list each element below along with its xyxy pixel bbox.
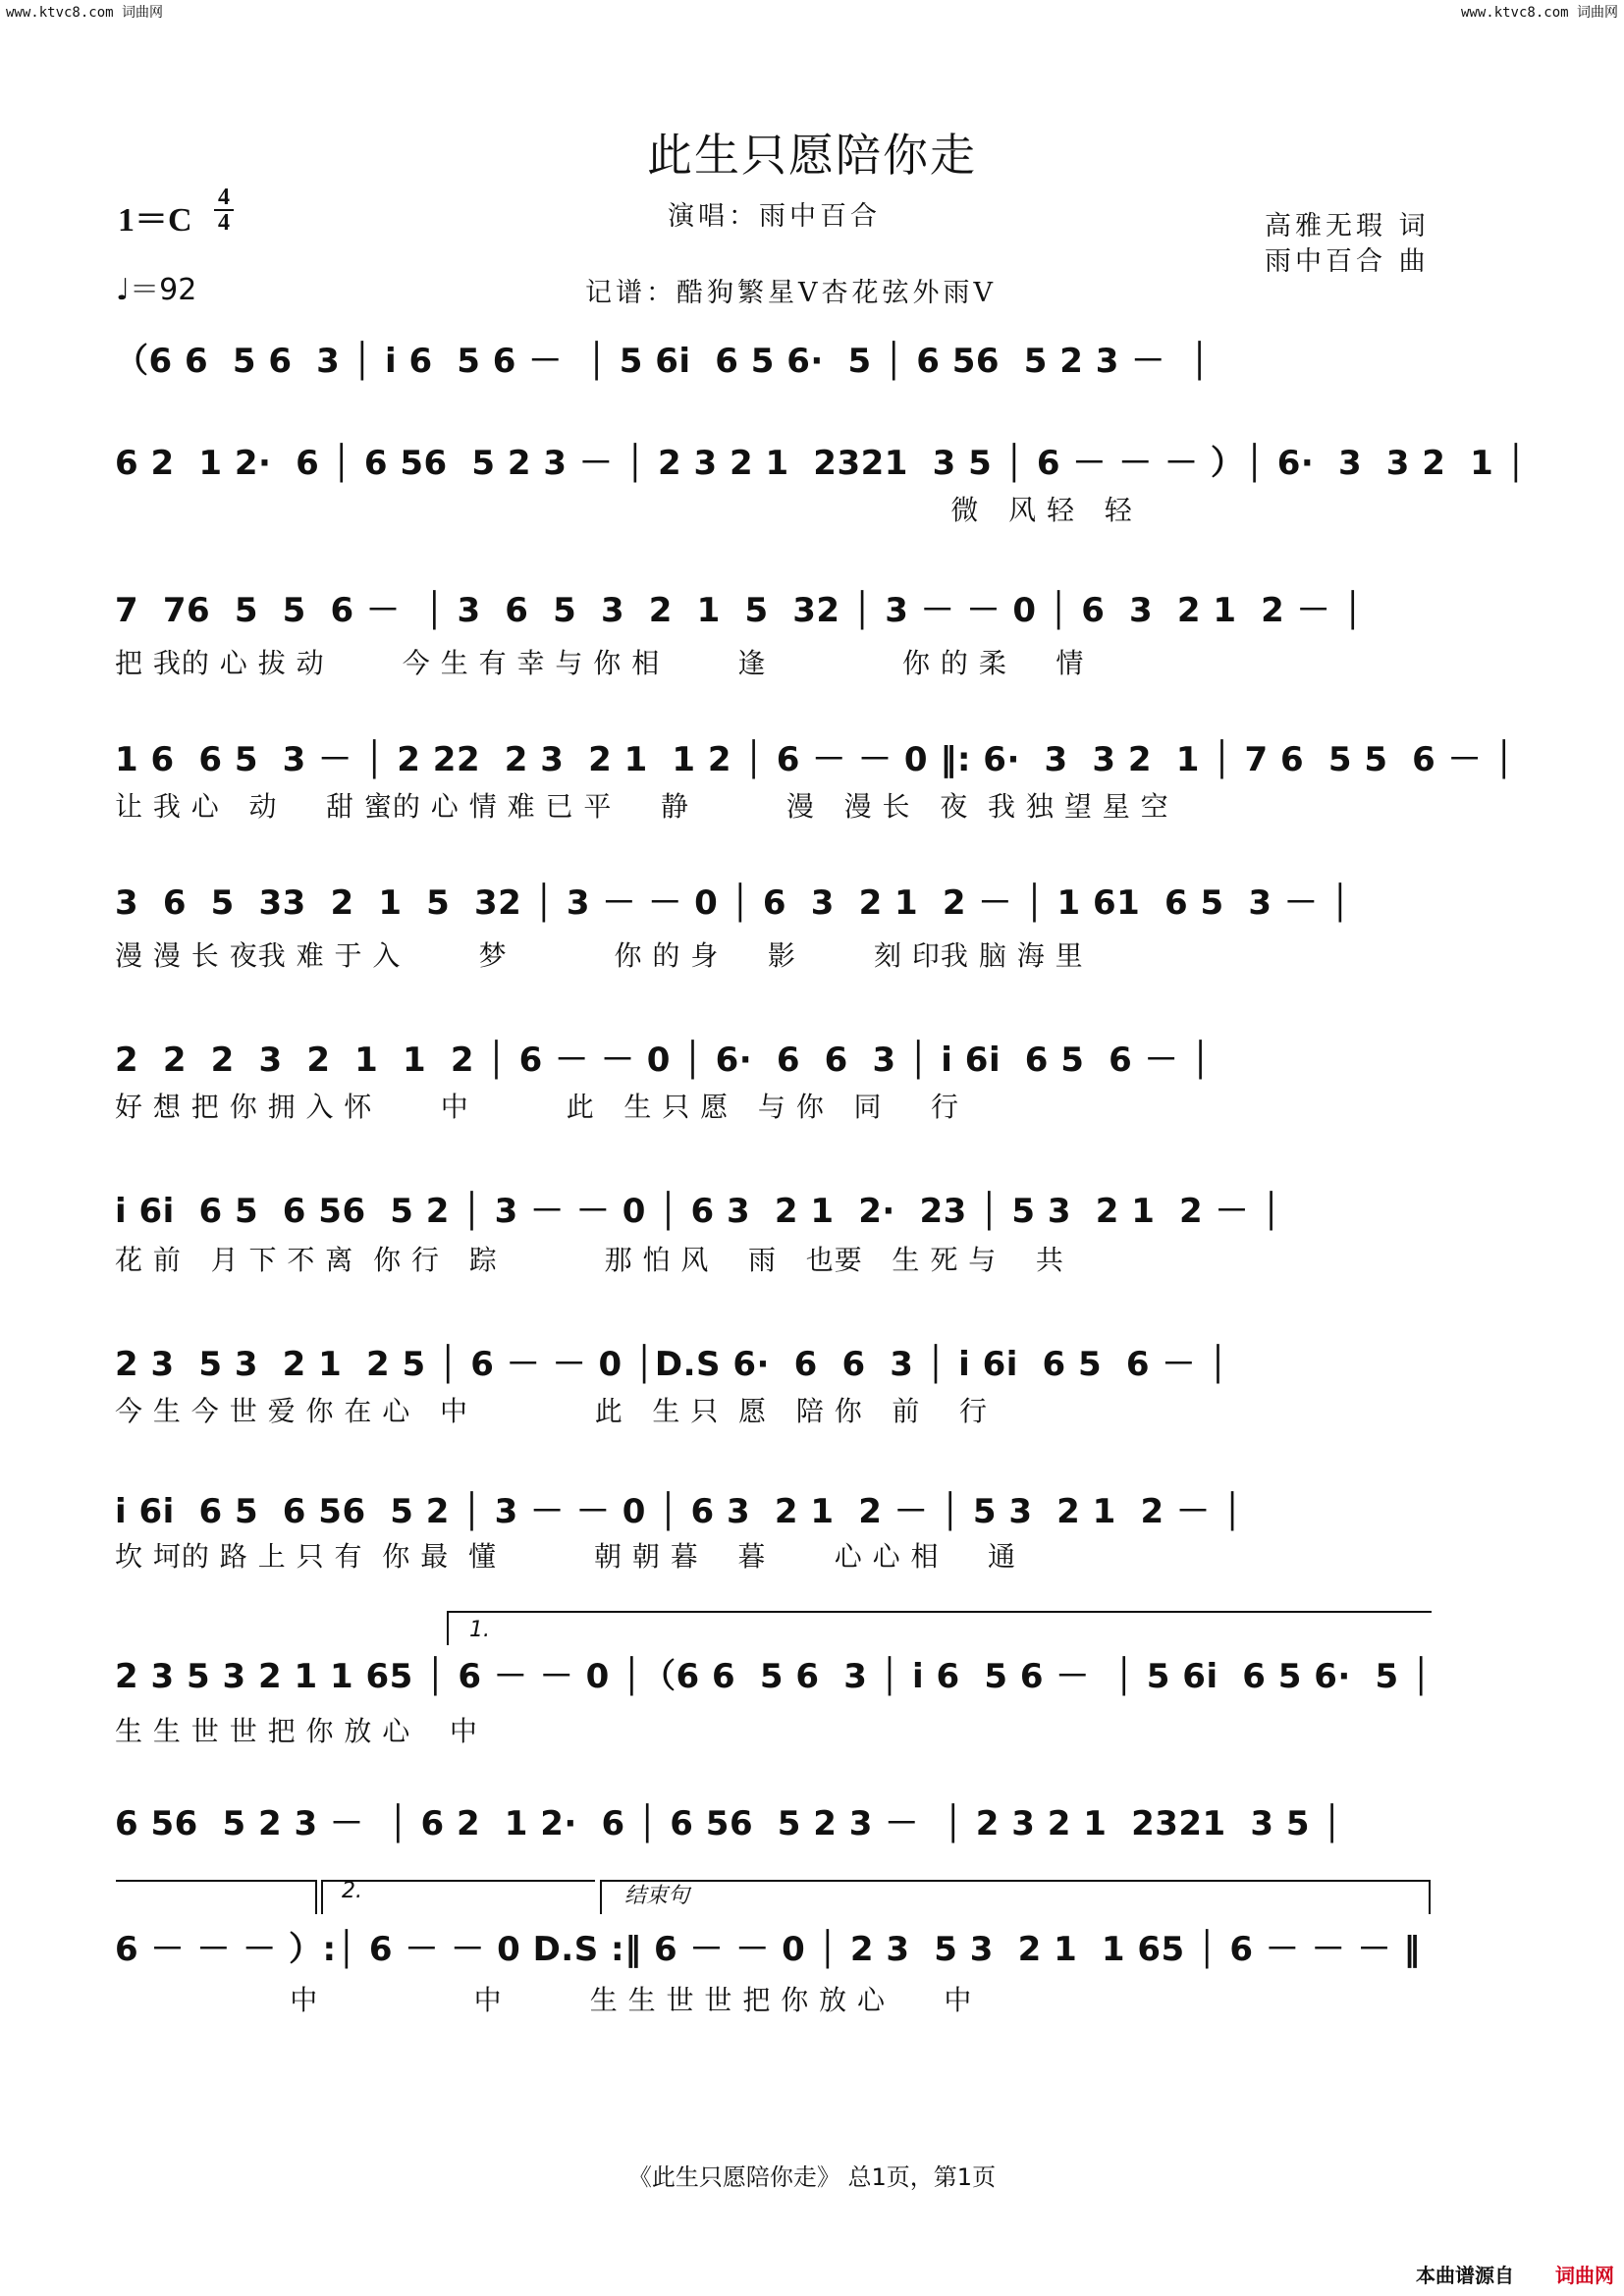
watermark-left: www.ktvc8.com 词曲网: [6, 5, 164, 21]
volta-2-label: 2.: [342, 1879, 362, 1903]
lyric-row: 中 中 生 生 世 世 把 你 放 心 中: [115, 1984, 973, 2016]
singer-credit: 演唱：雨中百合: [668, 201, 881, 232]
notation-row: （6 6 5 6 3 │ i 6 5 6 － │ 5 6i 6 5 6· 5 │ 6 56 5 2 3 － │: [115, 342, 1211, 381]
lyric-row: 坎 坷的 路 上 只 有 你 最 懂 朝 朝 暮 暮 心 心 相 通: [115, 1540, 1017, 1573]
notation-row: 7 76 5 5 6 － │ 3 6 5 3 2 1 5 32 │ 3 － － 0 │ 6 3 2 1 2 － │: [115, 591, 1364, 630]
notation-row: i 6i 6 5 6 56 5 2 │ 3 － － 0 │ 6 3 2 1 2 － │ 5 3 2 1 2 － │: [115, 1492, 1243, 1531]
notation-row: 3 6 5 33 2 1 5 32 │ 3 － － 0 │ 6 3 2 1 2 － │ 1 61 6 5 3 － │: [115, 883, 1351, 923]
lyric-row: 花 前 月 下 不 离 你 行 踪 那 怕 风 雨 也要 生 死 与 共: [115, 1244, 1064, 1276]
notation-row: 6 56 5 2 3 － │ 6 2 1 2· 6 │ 6 56 5 2 3 － │ 2 3 2 1 2321 3 5 │: [115, 1804, 1343, 1843]
volta-2-bracket: [322, 1881, 595, 1914]
notation-row: 6 － － － ）:│ 6 － － 0 D.S :‖ 6 － － 0 │ 2 3 5 3 2 1 1 65 │ 6 － － － ‖: [115, 1930, 1421, 1969]
notation-row: 2 3 5 3 2 1 2 5 │ 6 － － 0 │D.S 6· 6 6 3 │ i 6i 6 5 6 － │: [115, 1345, 1229, 1384]
coda-bracket: [601, 1881, 1430, 1914]
lyric-row: 把 我的 心 拔 动 今 生 有 幸 与 你 相 逢 你 的 柔 情: [115, 647, 1085, 679]
key-signature: 1＝C: [118, 202, 192, 239]
notation-row: i 6i 6 5 6 56 5 2 │ 3 － － 0 │ 6 3 2 1 2· 23 │ 5 3 2 1 2 － │: [115, 1192, 1282, 1231]
source-credit-site[interactable]: 词曲网: [1555, 2264, 1614, 2287]
source-credit-label: 本曲谱源自: [1416, 2264, 1514, 2287]
composer-credit: 雨中百合 曲: [1265, 246, 1430, 277]
page-footer: 《此生只愿陪你走》 总1页，第1页: [627, 2163, 997, 2191]
lyric-row: 漫 漫 长 夜我 难 于 入 梦 你 的 身 影 刻 印我 脑 海 里: [115, 939, 1084, 972]
coda-label: 结束句: [624, 1884, 690, 1908]
volta-tie-line: [116, 1881, 316, 1914]
lyricist-credit: 高雅无瑕 词: [1265, 211, 1430, 241]
quarter-note-icon: ♩: [116, 273, 131, 307]
song-title: 此生只愿陪你走: [647, 129, 977, 182]
lyric-row: 生 生 世 世 把 你 放 心 中: [115, 1715, 478, 1747]
notation-row: 2 3 5 3 2 1 1 65 │ 6 － － 0 │（6 6 5 6 3 │ i 6 5 6 － │ 5 6i 6 5 6· 5 │: [115, 1657, 1432, 1696]
transcriber-credit: 记谱：酷狗繁星V杏花弦外雨V: [585, 278, 997, 308]
tempo-value: ＝92: [130, 273, 197, 307]
lyric-row: 让 我 心 动 甜 蜜的 心 情 难 已 平 静 漫 漫 长 夜 我 独 望 星 空: [115, 790, 1169, 823]
meter-top: 4: [218, 185, 230, 210]
notation-row: 1 6 6 5 3 － │ 2 22 2 3 2 1 1 2 │ 6 － － 0 ‖: 6· 3 3 2 1 │ 7 6 5 5 6 － │: [115, 740, 1515, 779]
lyric-row: 微 风 轻 轻: [115, 494, 1133, 526]
volta-1-bracket: [448, 1612, 1432, 1645]
volta-1-label: 1.: [469, 1618, 490, 1642]
lyric-row: 今 生 今 世 爱 你 在 心 中 此 生 只 愿 陪 你 前 行: [115, 1395, 989, 1427]
notation-row: 2 2 2 3 2 1 1 2 │ 6 － － 0 │ 6· 6 6 3 │ i 6i 6 5 6 － │: [115, 1041, 1212, 1080]
notation-row: 6 2 1 2· 6 │ 6 56 5 2 3 － │ 2 3 2 1 2321 3 5 │ 6 － － － ）│ 6· 3 3 2 1 │: [115, 444, 1527, 483]
meter-bottom: 4: [218, 210, 230, 236]
watermark-right: www.ktvc8.com 词曲网: [1460, 5, 1618, 21]
lyric-row: 好 想 把 你 拥 入 怀 中 此 生 只 愿 与 你 同 行: [115, 1091, 960, 1123]
